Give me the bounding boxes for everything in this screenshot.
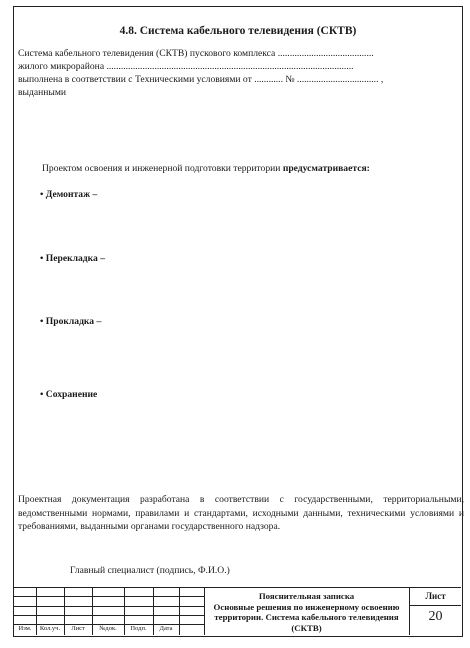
col-podp: Подп.: [130, 625, 147, 632]
col-ndok: №док.: [99, 625, 117, 632]
title-block: [14, 587, 461, 635]
intro-line-3: выполнена в соответствии с Техническими условиями от ............ № .................................. ,: [18, 74, 384, 85]
provision-lead-bold: предусматривается:: [282, 163, 370, 174]
col-data: Дата: [159, 625, 173, 632]
provision-item-relay: • Перекладка –: [40, 253, 106, 264]
signature-line: Главный специалист (подпись, Ф.И.О.): [70, 565, 230, 576]
intro-line-1: Система кабельного телевидения (СКТВ) пускового комплекса ........................................: [18, 48, 374, 59]
provision-item-lay: • Прокладка –: [40, 316, 102, 327]
section-heading: 4.8. Система кабельного телевидения (СКТВ): [119, 25, 357, 37]
provision-item-dismantle: • Демонтаж –: [40, 189, 98, 200]
col-list: Лист: [71, 625, 85, 632]
col-izm: Изм.: [18, 625, 32, 632]
doc-subtitle: Основные решения по инженерному освоению территории. Система кабельного телевидения (СКТВ): [213, 601, 400, 633]
title-block-caption: [205, 591, 408, 633]
intro-line-2: жилого микрорайона .......................................................................................................: [18, 61, 354, 72]
document-sheet: [13, 6, 463, 637]
sheet-label: Лист: [425, 591, 446, 601]
col-kol-uch: Кол.уч.: [39, 625, 61, 632]
provision-item-keep: • Сохранение: [40, 389, 98, 400]
provision-lead-text: Проектом освоения и инженерной подготовки территории: [42, 163, 281, 174]
provision-lead: [42, 163, 370, 174]
intro-line-4: выданными: [18, 87, 67, 98]
compliance-paragraph: Проектная документация разработана в соответствии с государственными, территориальными, ведомственными нормами, правилами и стандартами, исходными данными, техническими условиями и требованиями, выданными органами государственного надзора.: [18, 494, 464, 532]
sheet-number: 20: [428, 609, 443, 624]
doc-title: Пояснительная записка: [258, 591, 355, 601]
